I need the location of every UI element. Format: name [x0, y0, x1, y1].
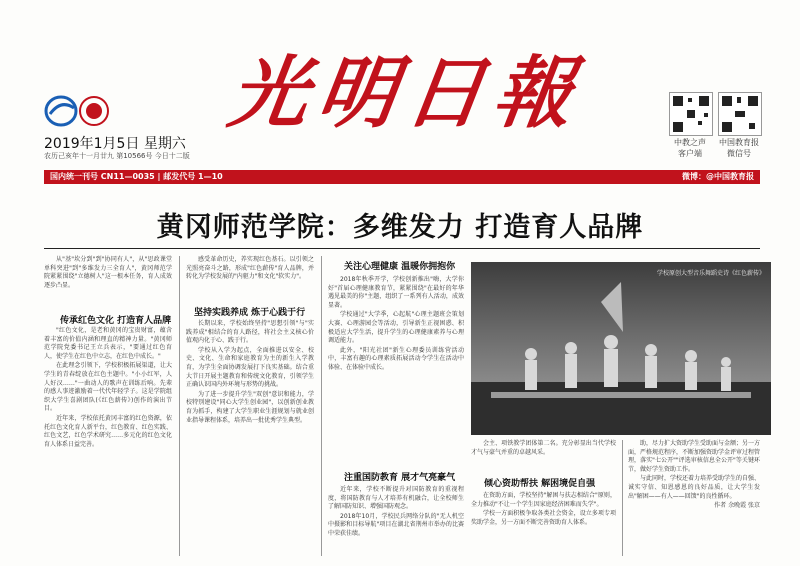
qr-code-icon [718, 92, 762, 136]
col2-paragraph: 为了进一步提升学生"双创"意识和能力，学校特别建设"同心大学生创业园"，以创新创业教育为抓手，构建了大学生职业生涯规划与就业创业指导课程体系，培养出一批优秀学生典型。 [186, 390, 314, 424]
issue-registration: 国内统一刊号 CN11—0035 | 邮发代号 1—10 [50, 172, 223, 181]
performance-photo [471, 262, 771, 435]
col1-subhead: 传承红色文化 打造育人品牌 [60, 316, 172, 326]
column-3-top [328, 276, 464, 374]
headline-rule [44, 248, 760, 249]
col4-paragraph: 在资助方面，学校坚持"解困与扶志相结合"原则，全力推动"不让一个学生因家庭经济困难而失学"。 [471, 492, 616, 508]
qr1-label-line1: 中教之声 [674, 138, 706, 147]
column-2 [186, 256, 314, 283]
issue-info-bar [44, 170, 760, 184]
col1-paragraph: 在此理念引领下，学校积极拓展渠道，让大学生的青春绽放在红色主题中。"小小红军，人人好汉……"一曲动人的歌声在训练后响。先辈的感人事迹激励着一代代年轻学子。这是学院组织大学生喜剧团队(《红色薪传》)创作的演出节目。 [44, 362, 172, 413]
qr-label-wechat [712, 137, 766, 159]
byline: 作者 余晚霞 张京 [714, 502, 760, 510]
column-divider [622, 440, 623, 556]
column-1-body [44, 327, 172, 450]
col1-intro: 从"基"坎分到"到"协同有人"，从"思政课堂单科突进"到"多维发力三全育人"，黄冈师范学院紧紧围绕"立德树人"这一根本任务，育人成效逐步凸显。 [44, 256, 172, 289]
col2-intro: 感受革命历史，养实现红色基石。以引领之光照亮奋斗之路，形成"红色薪传"育人品牌，并转化为学校发展的"内驱力"和文化"软实力"。 [186, 256, 314, 281]
col3-subhead-1: 关注心理健康 温暖你拥抱你 [344, 262, 456, 272]
qr1-label-line2: 客户端 [678, 149, 702, 158]
headline: 黄冈师范学院：多维发力 打造育人品牌 [156, 212, 644, 243]
column-divider [179, 256, 180, 556]
col2-paragraph: 长期以来，学校始终坚持"思想引领"与"实践养成"相结合的育人路径，将社会主义核心价值观内化于心、践于行。 [186, 320, 314, 345]
column-2-body [186, 320, 314, 426]
col3-paragraph: 2018年10月，学校民兵网络分队的"无人机空中摄影和目标导航"项目在湖北省荆州市举办的比赛中荣获佳绩。 [328, 512, 464, 537]
col1-paragraph: "红色文化，是老和黄冈的宝贵财富，蕴含着丰富的价值内涵和理直的精神力量。"黄冈师范学院党委书记王立兵表示，"要通过红色育人，使学生在红色中立志，在红色中成长。" [44, 327, 172, 360]
column-4-body [471, 492, 616, 528]
col3-paragraph: 此外，"阳光社团"新生心理委员训练营活动中，丰富有趣的心理素质拓展活动令学生在活动中体验、在体验中成长。 [328, 346, 464, 371]
col3-paragraph: 2018年秋季开学，学校创新推出"嗨，大学你好"首届心理健康教育节，紧紧围绕"在最好的年华遇见最美的你"主题，组织了一系列有人活动，成效显著。 [328, 276, 464, 309]
col4-subhead: 倾心资助帮扶 解困境促自强 [484, 479, 596, 489]
qr-label-app [669, 137, 711, 159]
issue-lunar-date: 农历己亥年十一月廿九 第10566号 今日十二版 [44, 152, 190, 160]
stage-figures-image [471, 262, 771, 435]
column-4 [471, 440, 616, 458]
col4-paragraph: 会主、项铁教学团体第二名。充分彰显出当代学校才气与豪气并重的卓越风采。 [471, 440, 616, 456]
issue-date: 2019年1月5日 星期六 [44, 136, 186, 152]
newspaper-emblem-icon [44, 94, 114, 128]
column-5 [628, 440, 760, 511]
col3-subhead-2: 注重国防教育 展才气亮豪气 [344, 473, 456, 483]
col5-paragraph: 与此同时，学校还着力培养受助学生的自强、诚实守信、知恩感恩的良好品质，让大学生发出"解困——有人——回馈"的良性循环。 [628, 475, 761, 500]
col3-paragraph: 学校通过"大学季，心起航"心理主题班会策划大赛、心理游园会等活动，引导新生正视困惑、积极适应大学生活，提升学生的心理健康素养与心理调适能力。 [328, 311, 464, 345]
col1-paragraph: 近年来，学校依托黄冈丰富的红色资源，依托红色文化育人新平台，红色教育、红色实践、红色文艺，红色学术研究……多元化的红色文化育人体系日益完善。 [44, 414, 172, 448]
newspaper-title: 光明日報 [223, 48, 589, 139]
col5-paragraph: 助，尽力扩大资助学生受助面与金额；另一方面，严格规范程序，不断加强资助学金评审过程管理，落实"七公开""评选审核信息全公开"等关键环节，做好学生资助工作。 [628, 440, 761, 473]
col3-paragraph: 近年来，学校不断提升对国防教育的重视程度，将国防教育与人才培养有机融合，让全校师生了解国防知识、增强国防观念。 [328, 486, 464, 511]
masthead [0, 0, 800, 168]
qr-code-icon [669, 92, 713, 136]
col2-paragraph: 学校从入学为起点，全面推进以安全、校史、文化、生命和家庭教育为主的新生入学教育，为学生全面协调发展打下良实基础。结合重大节日开展主题教育和传统文化教育，引领学生正确认识国内外环境与形势的挑战。 [186, 346, 314, 389]
col2-subhead: 坚持实践养成 炼于心践于行 [194, 308, 306, 318]
column-1 [44, 256, 172, 291]
column-3-bottom [328, 486, 464, 540]
photo-caption: 学校原创大型音乐舞蹈史诗《红色薪传》 [656, 270, 765, 277]
col4-paragraph: 学校一方面积极争取各类社会资金，设立多项专项奖助学金，另一方面不断完善资助育人体系。 [471, 510, 616, 526]
column-divider [321, 256, 322, 556]
qr2-label-line2: 微信号 [727, 149, 751, 158]
weibo-handle: 微博：@中国教育报 [682, 172, 754, 181]
qr2-label-line1: 中国教育报 [719, 138, 759, 147]
